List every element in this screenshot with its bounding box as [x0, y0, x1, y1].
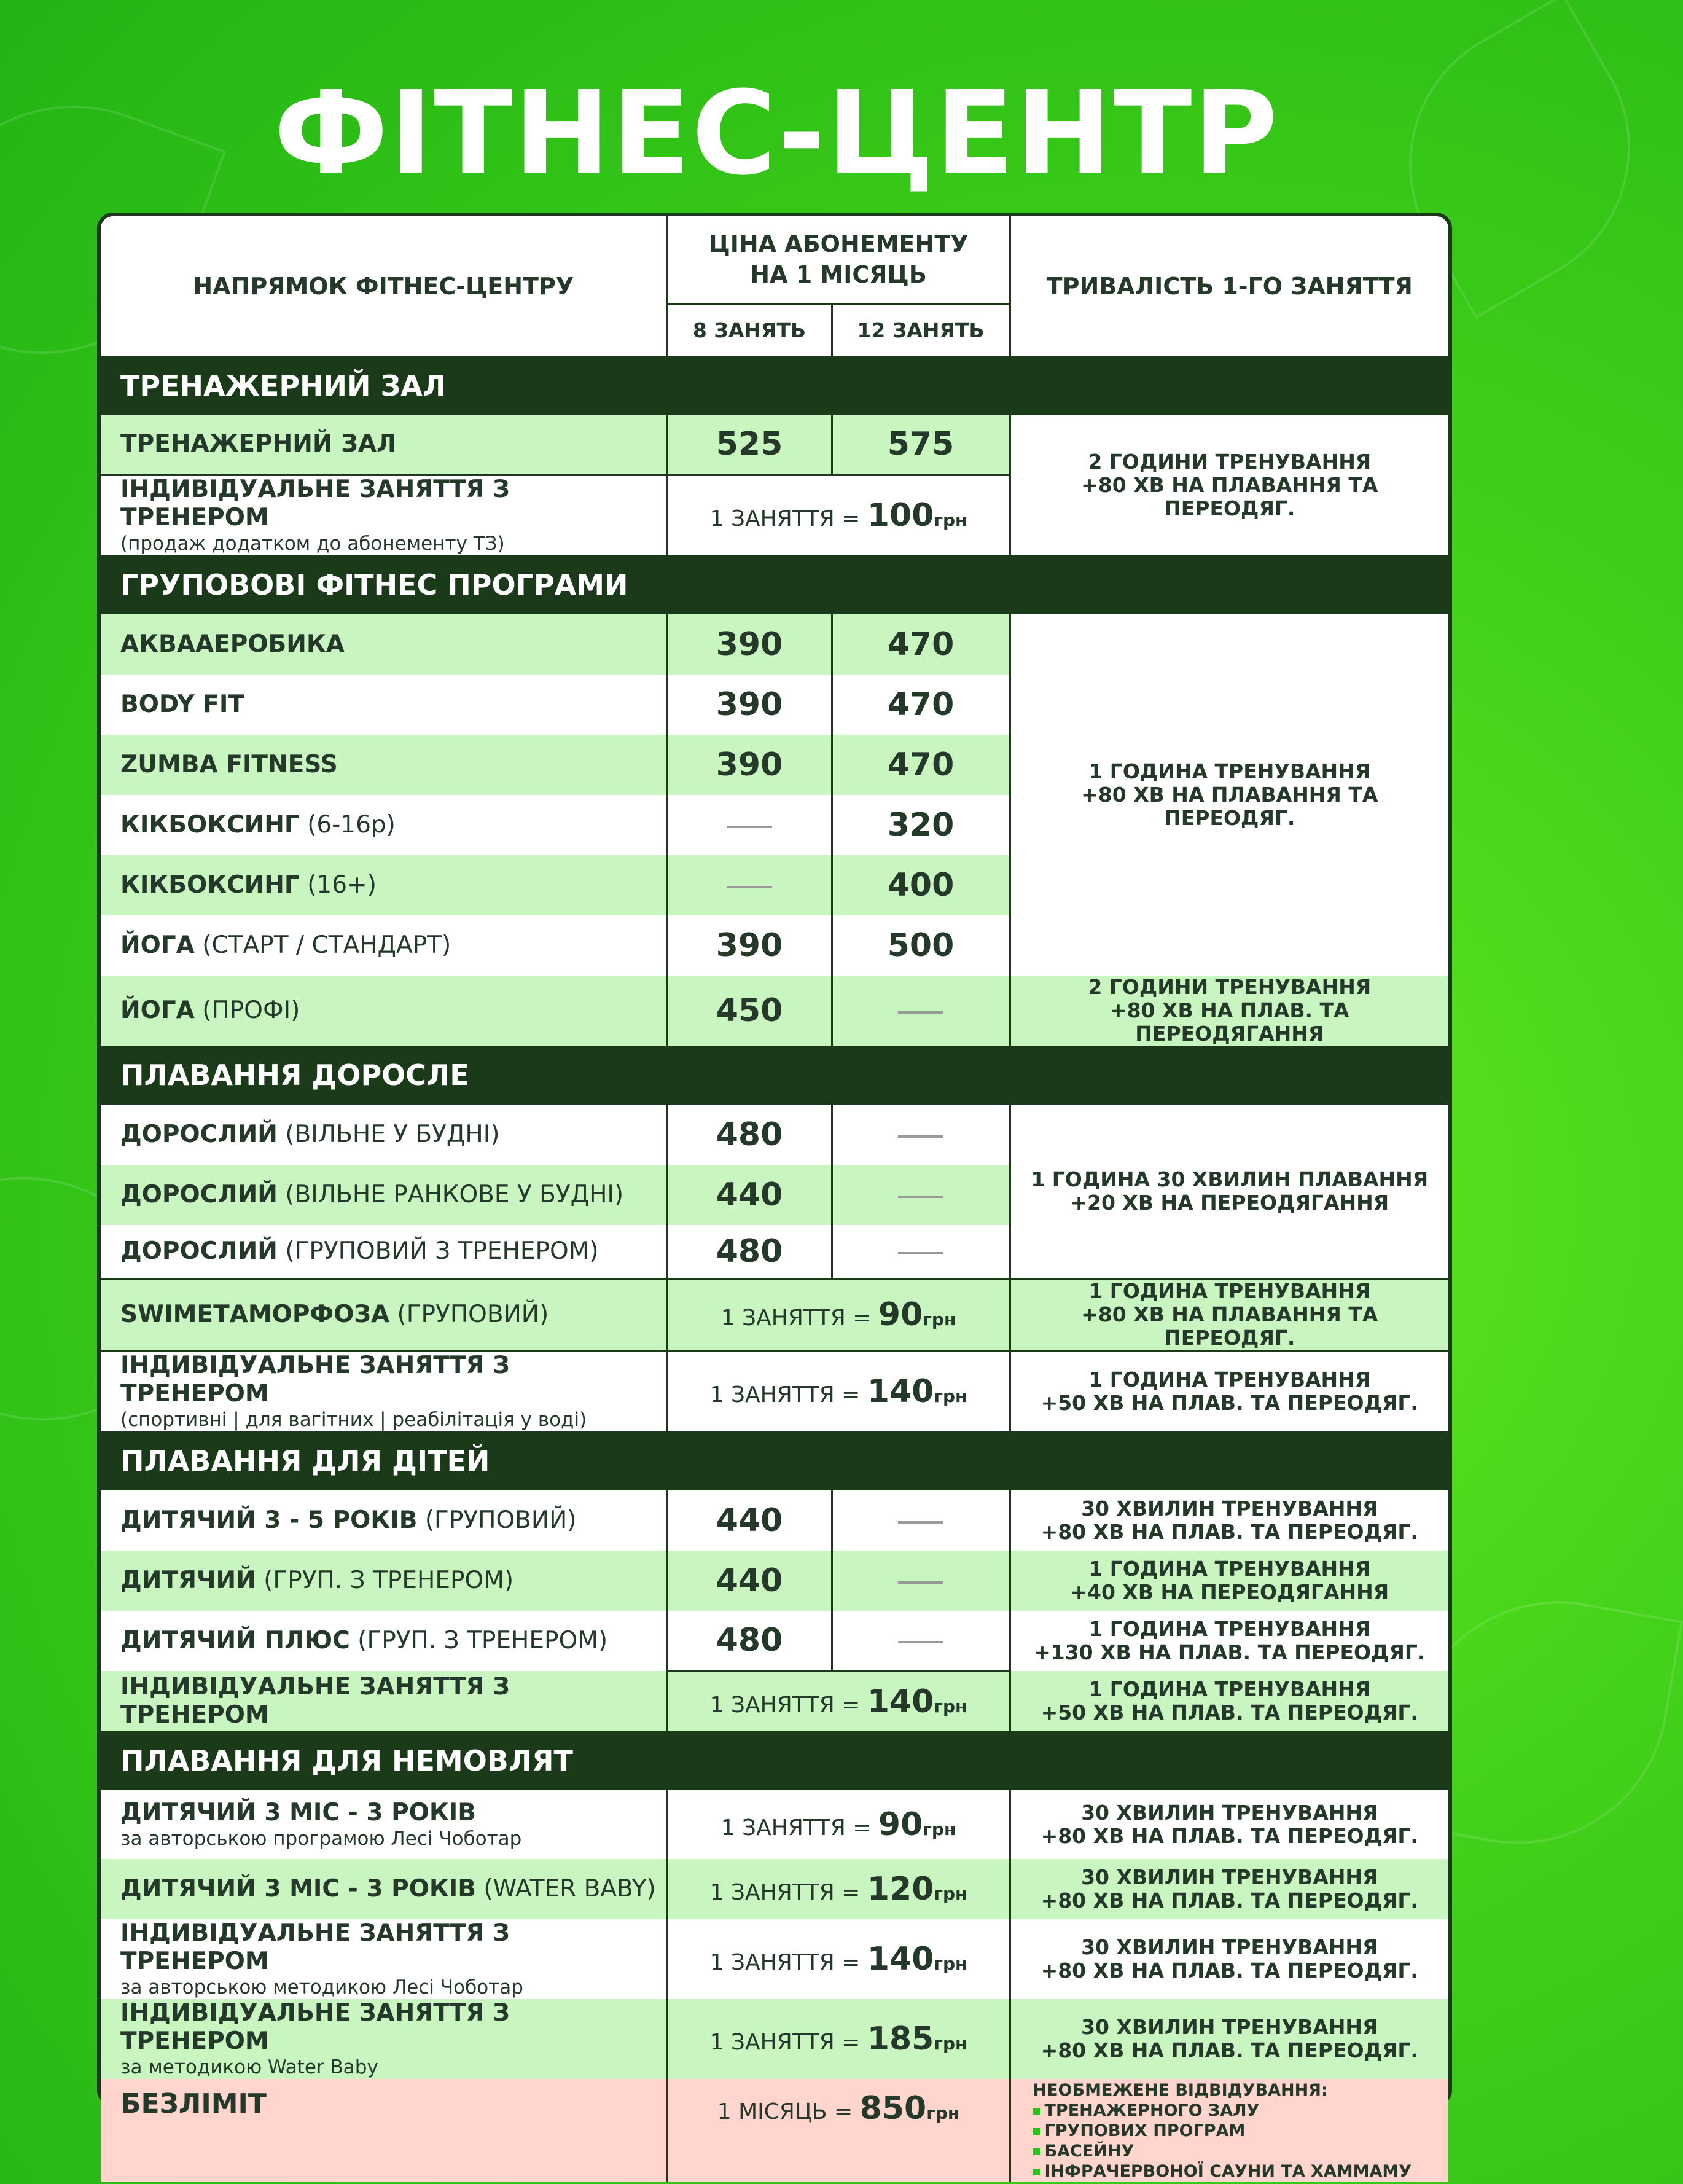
row-label: КІКБОКСИНГ (6-16р): [101, 795, 667, 855]
price-per-session: 1 ЗАНЯТТЯ = 185грн: [667, 1999, 1010, 2079]
price-8: 440: [667, 1551, 832, 1611]
header-12: 12 ЗАНЯТЬ: [832, 303, 1010, 356]
header-8: 8 ЗАНЯТЬ: [667, 303, 832, 356]
unlimited-includes: [1010, 2079, 1448, 2182]
price-12: 470: [832, 614, 1010, 675]
duration-cell: 30 ХВИЛИН ТРЕНУВАННЯ +80 ХВ НА ПЛАВ. ТА ПЕРЕОДЯГ.: [1010, 1790, 1448, 1859]
price-8: 480: [667, 1611, 832, 1671]
unlimited-price: 1 МІСЯЦЬ = 850грн: [667, 2079, 1010, 2182]
duration-cell: 1 ГОДИНА ТРЕНУВАННЯ +40 ХВ НА ПЕРЕОДЯГАННЯ: [1010, 1551, 1448, 1611]
price-12-empty: [832, 976, 1010, 1046]
price-12-empty: [832, 1611, 1010, 1671]
price-12-empty: [832, 1165, 1010, 1225]
dash-mark: [727, 886, 772, 888]
row-label: ДОРОСЛИЙ (ВІЛЬНЕ РАНКОВЕ У БУДНІ): [101, 1165, 667, 1225]
row-label: ТРЕНАЖЕРНИЙ ЗАЛ: [101, 415, 667, 474]
duration-cell: 1 ГОДИНА ТРЕНУВАННЯ +50 ХВ НА ПЛАВ. ТА ПЕРЕОДЯГ.: [1010, 1671, 1448, 1731]
price-8: 480: [667, 1105, 832, 1165]
duration-cell: 30 ХВИЛИН ТРЕНУВАННЯ +80 ХВ НА ПЛАВ. ТА ПЕРЕОДЯГ.: [1010, 1919, 1448, 1999]
row-label: ЙОГА (СТАРТ / СТАНДАРТ): [101, 915, 667, 976]
price-8-empty: [667, 855, 832, 915]
dash-mark: [898, 1196, 943, 1198]
price-per-session: 1 ЗАНЯТТЯ = 120грн: [667, 1859, 1010, 1919]
duration-cell: 1 ГОДИНА ТРЕНУВАННЯ +130 ХВ НА ПЛАВ. ТА ПЕРЕОДЯГ.: [1010, 1611, 1448, 1671]
price-12-empty: [832, 1105, 1010, 1165]
row-label: BODY FIT: [101, 675, 667, 735]
price-12: 400: [832, 855, 1010, 915]
section-title: ГРУПОВОВІ ФІТНЕС ПРОГРАМИ: [101, 555, 1448, 614]
unlimited-heading: НЕОБМЕЖЕНЕ ВІДВІДУВАННЯ:: [1033, 2080, 1328, 2100]
duration-cell: 2 ГОДИНИ ТРЕНУВАННЯ +80 ХВ НА ПЛАВ. ТА ПЕРЕОДЯГАННЯ: [1010, 976, 1448, 1046]
section-title: ТРЕНАЖЕРНИЙ ЗАЛ: [101, 356, 1448, 415]
list-item: ТРЕНАЖЕРНОГО ЗАЛУ: [1033, 2100, 1443, 2121]
row-label: ІНДИВІДУАЛЬНЕ ЗАНЯТТЯ З ТРЕНЕРОМ за методикою Water Baby: [101, 1999, 667, 2079]
price-12: 470: [832, 735, 1010, 795]
section-title: ПЛАВАННЯ ДЛЯ ДІТЕЙ: [101, 1431, 1448, 1490]
header-price: ЦІНА АБОНЕМЕНТУ НА 1 МІСЯЦЬ: [667, 216, 1010, 303]
dash-mark: [898, 1581, 943, 1584]
row-label: ІНДИВІДУАЛЬНЕ ЗАНЯТТЯ З ТРЕНЕРОМ за авторською методикою Лесі Чоботар: [101, 1919, 667, 1999]
price-8: 450: [667, 976, 832, 1046]
header-duration: ТРИВАЛІСТЬ 1-ГО ЗАНЯТТЯ: [1010, 216, 1448, 356]
price-per-session: 1 ЗАНЯТТЯ = 140грн: [667, 1351, 1010, 1432]
dash-mark: [898, 1521, 943, 1524]
duration-cell: 1 ГОДИНА 30 ХВИЛИН ПЛАВАННЯ +20 ХВ НА ПЕРЕОДЯГАННЯ: [1010, 1105, 1448, 1279]
price-8: 390: [667, 735, 832, 795]
row-label: ІНДИВІДУАЛЬНЕ ЗАНЯТТЯ З ТРЕНЕРОМ: [101, 1671, 667, 1731]
dash-mark: [898, 1135, 943, 1138]
price-8: 440: [667, 1165, 832, 1225]
duration-cell: 2 ГОДИНИ ТРЕНУВАННЯ +80 ХВ НА ПЛАВАННЯ ТА ПЕРЕОДЯГ.: [1010, 415, 1448, 555]
row-label: КІКБОКСИНГ (16+): [101, 855, 667, 915]
duration-cell: 1 ГОДИНА ТРЕНУВАННЯ +80 ХВ НА ПЛАВАННЯ ТА ПЕРЕОДЯГ.: [1010, 1279, 1448, 1351]
row-label: ЙОГА (ПРОФІ): [101, 976, 667, 1046]
section-title: ПЛАВАННЯ ДОРОСЛЕ: [101, 1046, 1448, 1105]
row-label: ZUMBA FITNESS: [101, 735, 667, 795]
list-item: ГРУПОВИХ ПРОГРАМ: [1033, 2121, 1443, 2141]
row-label: ДИТЯЧИЙ (ГРУП. З ТРЕНЕРОМ): [101, 1551, 667, 1611]
header-direction: НАПРЯМОК ФІТНЕС-ЦЕНТРУ: [193, 273, 574, 300]
price-12: 470: [832, 675, 1010, 735]
row-label: ІНДИВІДУАЛЬНЕ ЗАНЯТТЯ З ТРЕНЕРОМ (спортивні | для вагітних | реабілітація у воді): [101, 1351, 667, 1432]
duration-cell: 30 ХВИЛИН ТРЕНУВАННЯ +80 ХВ НА ПЛАВ. ТА ПЕРЕОДЯГ.: [1010, 1859, 1448, 1919]
row-label: АКВААЕРОБИКА: [101, 614, 667, 675]
price-8: 390: [667, 614, 832, 675]
price-per-session: 1 ЗАНЯТТЯ = 90грн: [667, 1279, 1010, 1351]
price-table-card: [97, 213, 1452, 2181]
price-12: 500: [832, 915, 1010, 976]
list-item: БАСЕЙНУ: [1033, 2141, 1443, 2161]
row-label: ДИТЯЧИЙ 3 МІС - 3 РОКІВ (WATER BABY): [101, 1859, 667, 1919]
price-table: [101, 216, 1448, 2182]
row-label: ДИТЯЧИЙ ПЛЮС (ГРУП. З ТРЕНЕРОМ): [101, 1611, 667, 1671]
price-per-session: 1 ЗАНЯТТЯ = 90грн: [667, 1790, 1010, 1859]
row-label: ДОРОСЛИЙ (ВІЛЬНЕ У БУДНІ): [101, 1105, 667, 1165]
dash-mark: [727, 826, 772, 828]
price-12: 575: [832, 415, 1010, 474]
dash-mark: [898, 1252, 943, 1254]
page-title: ФІТНЕС-ЦЕНТР: [273, 66, 1279, 201]
row-label: SWIMЕТАМОРФОЗА (ГРУПОВИЙ): [101, 1279, 667, 1351]
price-8-empty: [667, 795, 832, 855]
duration-cell: 1 ГОДИНА ТРЕНУВАННЯ +80 ХВ НА ПЛАВАННЯ ТА ПЕРЕОДЯГ.: [1010, 614, 1448, 976]
price-12: 320: [832, 795, 1010, 855]
row-label: ДИТЯЧИЙ 3 - 5 РОКІВ (ГРУПОВИЙ): [101, 1490, 667, 1551]
duration-cell: 30 ХВИЛИН ТРЕНУВАННЯ +80 ХВ НА ПЛАВ. ТА ПЕРЕОДЯГ.: [1010, 1999, 1448, 2079]
price-per-session: 1 ЗАНЯТТЯ = 100грн: [667, 474, 1010, 555]
row-label: ДИТЯЧИЙ 3 МІС - 3 РОКІВ за авторською програмою Лесі Чоботар: [101, 1790, 667, 1859]
section-title: ПЛАВАННЯ ДЛЯ НЕМОВЛЯТ: [101, 1731, 1448, 1790]
price-per-session: 1 ЗАНЯТТЯ = 140грн: [667, 1919, 1010, 1999]
price-8: 390: [667, 675, 832, 735]
price-8: 480: [667, 1225, 832, 1279]
price-8: 440: [667, 1490, 832, 1551]
price-8: 390: [667, 915, 832, 976]
price-12-empty: [832, 1551, 1010, 1611]
duration-cell: 30 ХВИЛИН ТРЕНУВАННЯ +80 ХВ НА ПЛАВ. ТА ПЕРЕОДЯГ.: [1010, 1490, 1448, 1551]
price-12-empty: [832, 1225, 1010, 1279]
dash-mark: [898, 1641, 943, 1643]
price-12-empty: [832, 1490, 1010, 1551]
row-label: ДОРОСЛИЙ (ГРУПОВИЙ З ТРЕНЕРОМ): [101, 1225, 667, 1279]
duration-cell: 1 ГОДИНА ТРЕНУВАННЯ +50 ХВ НА ПЛАВ. ТА ПЕРЕОДЯГ.: [1010, 1351, 1448, 1432]
unlimited-label: БЕЗЛІМІТ: [101, 2079, 667, 2182]
price-per-session: 1 ЗАНЯТТЯ = 140грн: [667, 1671, 1010, 1731]
row-label: ІНДИВІДУАЛЬНЕ ЗАНЯТТЯ З ТРЕНЕРОМ (продаж додатком до абонементу ТЗ): [101, 474, 667, 555]
price-8: 525: [667, 415, 832, 474]
list-item: ІНФРАЧЕРВОНОЇ САУНИ ТА ХАММАМУ: [1033, 2161, 1443, 2182]
dash-mark: [898, 1011, 943, 1014]
